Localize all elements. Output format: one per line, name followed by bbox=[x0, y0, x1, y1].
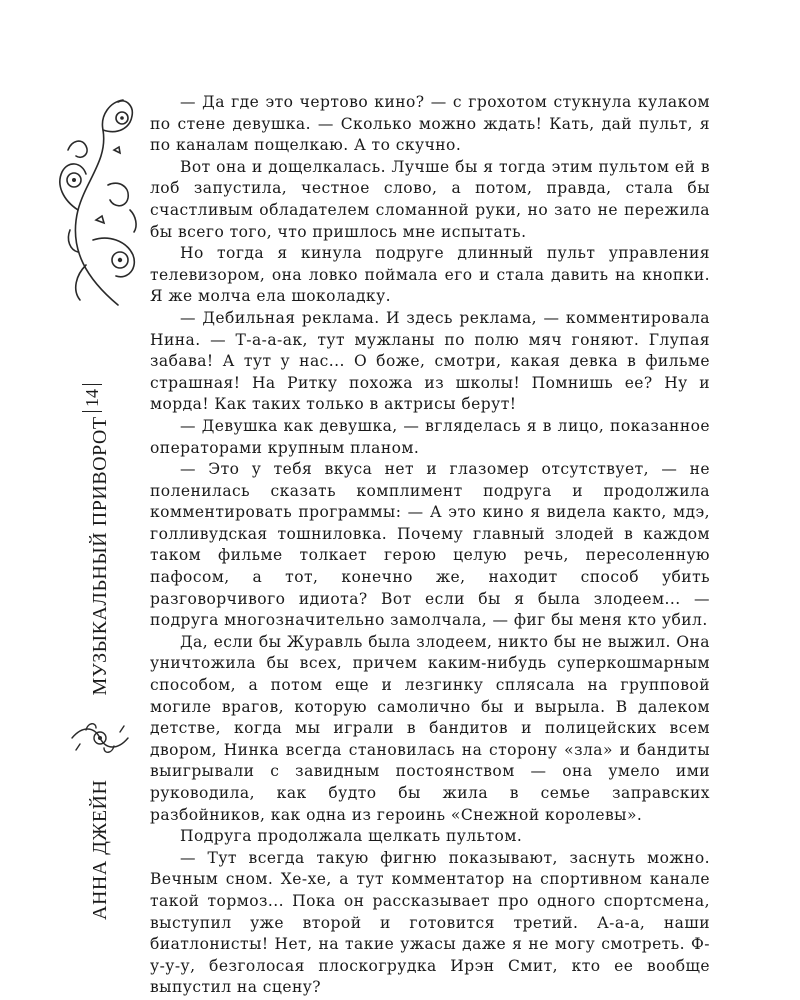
paragraph: — Да где это чертово кино? — с грохотом стукнула кулаком по стене девушка. — Сколько можно ждать! Кать, дай пульт, я по каналам пощелкаю. А то скучно. bbox=[150, 93, 710, 155]
paragraph: — Девушка как девушка, — вгляделась я в лицо, показанное операторами крупным планом. bbox=[150, 416, 710, 457]
floral-ornament-icon bbox=[48, 90, 146, 320]
paragraph: Но тогда я кинула подруге длинный пульт управления телевизором, она ловко поймала его и стала давить на кнопки. Я же молча ела шоколадку. bbox=[150, 244, 710, 306]
paragraph: — Это у тебя вкуса нет и глазомер отсутствует, — не поленилась сказать комплимент подруга и продолжила комментировать программы: — А это кино я видела както, мдэ, голливудская тошниловка. Почему главный злодей в каждом таком фильме толкает герою целую речь, пересоленную пафосом, а тот, конечно же, находит способ убить разговорчивого идиота? Вот если бы я была злодеем... — подруга многозначительно замолчала, — фиг бы меня кто убил. bbox=[150, 460, 710, 630]
paragraph: — Тут всегда такую фигню показывают, заснуть можно. Вечным сном. Хе-хе, а тут комментатор на спортивном канале такой тормоз... Пока он рассказывает про одного спортсмена, выступил уже второй и готовится третий. А-а-а, наши биатлонисты! Нет, на такие ужасы даже я не могу смотреть. Ф-у-у-у, безголосая плоскогрудка Ирэн Смит, кто ее вообще выпустил на сцену? bbox=[150, 848, 710, 997]
body-text bbox=[150, 92, 710, 999]
floral-ornament-icon bbox=[68, 718, 132, 758]
paragraph: Да, если бы Журавль была злодеем, никто бы не выжил. Она уничтожила бы всех, причем каким-нибудь суперкошмарным способом, а потом еще и лезгинку сплясала на групповой могиле врагов, которую самолично бы и вырыла. В далеком детстве, когда мы играли в бандитов и полицейских всем двором, Нинка всегда становилась на сторону «зла» и бандиты выигрывали с завидным постоянством — она умело ими руководила, как будто бы жила в семье заправских разбойников, как одна из героинь «Снежной королевы». bbox=[150, 632, 710, 824]
paragraph: Вот она и дощелкалась. Лучше бы я тогда этим пультом ей в лоб запустила, честное слово, а потом, правда, стала бы счастливым обладателем сломанной руки, но зато не пережила бы всего того, что пришлось мне испытать. bbox=[150, 157, 710, 241]
book-title: МУЗЫКАЛЬНЫЙ ПРИВОРОТ bbox=[88, 416, 111, 696]
page-number: 14 bbox=[82, 384, 102, 412]
author-name: АННА ДЖЕЙН bbox=[88, 779, 111, 920]
paragraph: Подруга продолжала щелкать пультом. bbox=[180, 827, 523, 846]
paragraph: — Дебильная реклама. И здесь реклама, — комментировала Нина. — Т-а-а-ак, тут мужланы по полю мяч гоняют. Глупая забава! А тут у нас... О боже, смотри, какая девка в фильме страшная! На Ритку похожа из школы! Помнишь ее? Ну и морда! Как таких только в актрисы берут! bbox=[150, 308, 710, 414]
running-head bbox=[80, 416, 120, 920]
